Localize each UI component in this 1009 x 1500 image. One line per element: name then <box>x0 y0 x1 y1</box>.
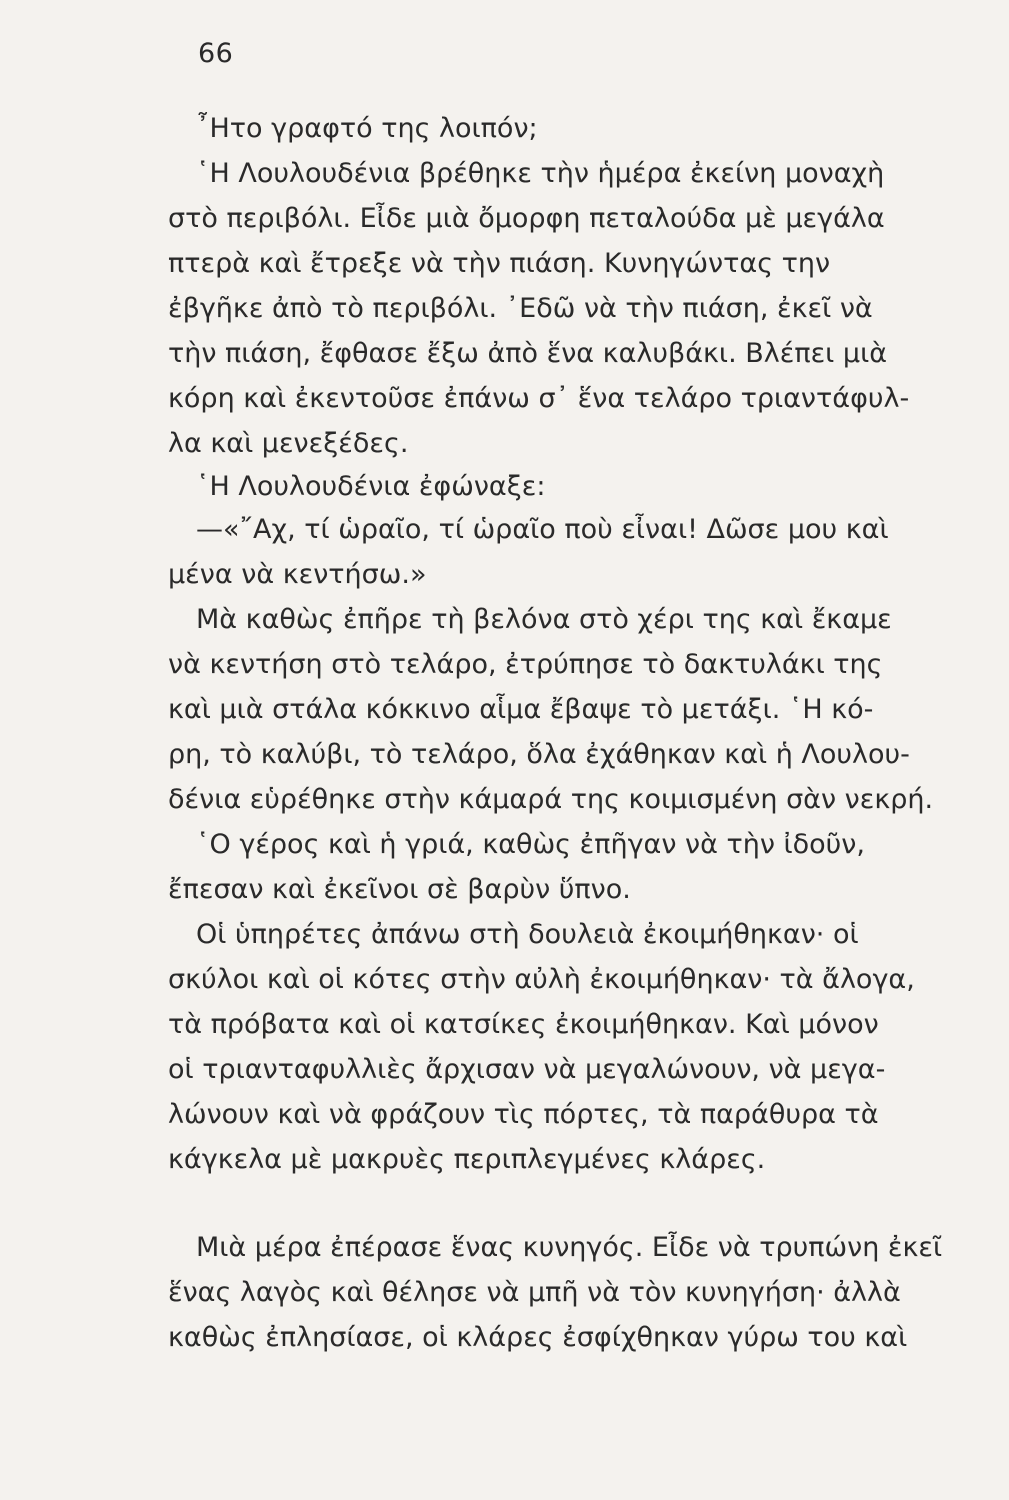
text-line: κόρη καὶ ἐκεντοῦσε ἐπάνω σ᾽ ἕνα τελάρο τριαντάφυλ- <box>168 383 910 414</box>
text-line: καθὼς ἐπλησίασε, οἱ κλάρες ἐσφίχθηκαν γύρω του καὶ <box>168 1322 908 1353</box>
text-line: τὰ πρόβατα καὶ οἱ κατσίκες ἐκοιμήθηκαν. Καὶ μόνον <box>168 1009 879 1040</box>
text-line: μένα νὰ κεντήσω.» <box>168 559 427 590</box>
text-line: ῾Η Λουλουδένια ἐφώναξε: <box>196 471 546 502</box>
text-line: πτερὰ καὶ ἔτρεξε νὰ τὴν πιάση. Κυνηγώντας την <box>168 248 831 279</box>
text-line: κάγκελα μὲ μακρυὲς περιπλεγμένες κλάρες. <box>168 1144 766 1175</box>
text-line: τὴν πιάση, ἔφθασε ἔξω ἀπὸ ἕνα καλυβάκι. Βλέπει μιὰ <box>168 338 888 369</box>
text-line: Μιὰ μέρα ἐπέρασε ἕνας κυνηγός. Εἶδε νὰ τρυπώνη ἐκεῖ <box>196 1232 943 1263</box>
text-line: —«῎Αχ, τί ὡραῖο, τί ὡραῖο ποὺ εἶναι! Δῶσε μου καὶ <box>196 514 889 545</box>
text-line: ἔπεσαν καὶ ἐκεῖνοι σὲ βαρὺν ὕπνο. <box>168 874 631 905</box>
text-line: δένια εὑρέθηκε στὴν κάμαρά της κοιμισμένη σὰν νεκρή. <box>168 784 934 815</box>
text-line: Μὰ καθὼς ἐπῆρε τὴ βελόνα στὸ χέρι της καὶ ἔκαμε <box>196 604 892 635</box>
text-line: καὶ μιὰ στάλα κόκκινο αἷμα ἔβαψε τὸ μετάξι. ῾Η κό- <box>168 694 874 725</box>
text-line: σκύλοι καὶ οἱ κότες στὴν αὐλὴ ἐκοιμήθηκαν· τὰ ἄλογα, <box>168 964 915 995</box>
text-line: ῏Ητο γραφτό της λοιπόν; <box>196 113 538 144</box>
text-line: λώνουν καὶ νὰ φράζουν τὶς πόρτες, τὰ παράθυρα τὰ <box>168 1099 879 1130</box>
text-line: ἕνας λαγὸς καὶ θέλησε νὰ μπῆ νὰ τὸν κυνηγήση· ἀλλὰ <box>168 1277 901 1308</box>
text-line: ρη, τὸ καλύβι, τὸ τελάρο, ὅλα ἐχάθηκαν καὶ ἡ Λουλου- <box>168 739 910 770</box>
text-line: στὸ περιβόλι. Εἶδε μιὰ ὄμορφη πεταλούδα μὲ μεγάλα <box>168 203 885 234</box>
text-line: νὰ κεντήση στὸ τελάρο, ἐτρύπησε τὸ δακτυλάκι της <box>168 649 883 680</box>
text-line: ῾Ο γέρος καὶ ἡ γριά, καθὼς ἐπῆγαν νὰ τὴν ἰδοῦν, <box>196 829 865 860</box>
text-line: ῾Η Λουλουδένια βρέθηκε τὴν ἡμέρα ἐκείνη μοναχὴ <box>196 158 885 189</box>
page-number: 66 <box>198 38 234 69</box>
text-line: λα καὶ μενεξέδες. <box>168 428 409 459</box>
text-line: ἐβγῆκε ἀπὸ τὸ περιβόλι. ᾽Εδῶ νὰ τὴν πιάση, ἐκεῖ νὰ <box>168 293 873 324</box>
text-line: οἱ τριανταφυλλιὲς ἄρχισαν νὰ μεγαλώνουν, νὰ μεγα- <box>168 1054 886 1085</box>
text-line: Οἱ ὑπηρέτες ἀπάνω στὴ δουλειὰ ἐκοιμήθηκαν· οἱ <box>196 919 859 950</box>
